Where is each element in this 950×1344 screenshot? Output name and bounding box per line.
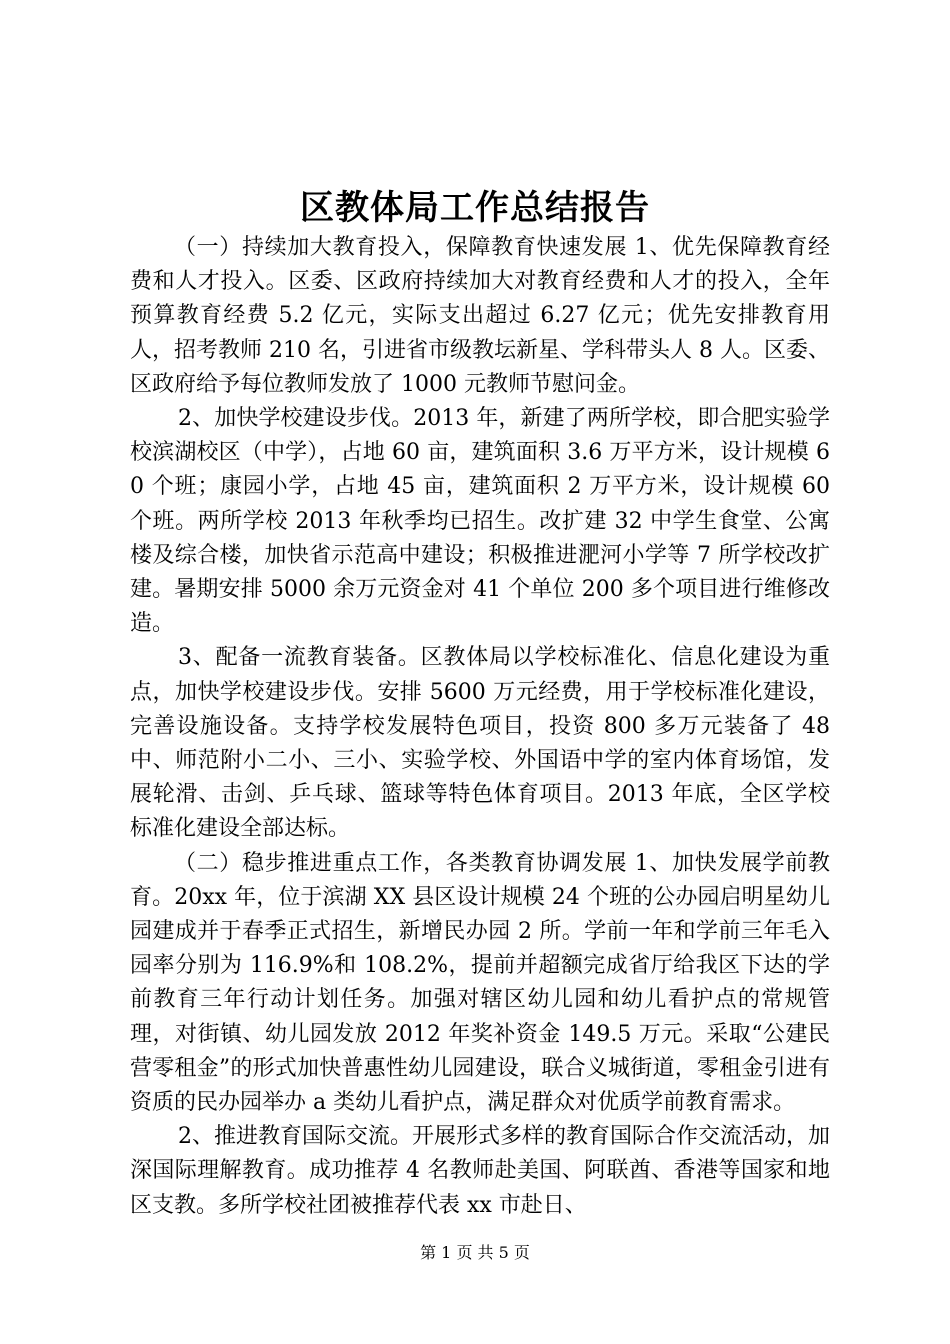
- paragraph-2: 2、加快学校建设步伐。2013 年，新建了两所学校，即合肥实验学校滨湖校区（中学），占地 60 亩，建筑面积 3.6 万平方米，设计规模 60 个班；康园小学，占地 45 亩，建筑面积 2 万平方米，设计规模 60 个班。两所学校 2013 年秋季均已招生。改扩建 32 中学生食堂、公寓楼及综合楼，加快省示范高中建设；积极推进淝河小学等 7 所学校改扩建。暑期安排 5000 余万元资金对 41 个单位 200 多个项目进行维修改造。: [130, 406, 830, 637]
- page-number-footer: 第 1 页 共 5 页: [420, 1243, 530, 1262]
- paragraph-3: 3、配备一流教育装备。区教体局以学校标准化、信息化建设为重点，加快学校建设步伐。安排 5600 万元经费，用于学校标准化建设，完善设施设备。支持学校发展特色项目，投资 800 多万元装备了 48 中、师范附小二小、三小、实验学校、外国语中学的室内体育场馆，发展轮滑、击剑、乒乓球、篮球等特色体育项目。2013 年底，全区学校标准化建设全部达标。: [130, 645, 830, 842]
- document-body: [130, 231, 830, 1223]
- paragraph-1: （一）持续加大教育投入，保障教育快速发展 1、优先保障教育经费和人才投入。区委、区政府持续加大对教育经费和人才的投入，全年预算教育经费 5.2 亿元，实际支出超过 6.27 亿元；优先安排教育用人，招考教师 210 名，引进省市级教坛新星、学科带头人 8 人。区委、区政府给予每位教师发放了 1000 元教师节慰问金。: [130, 235, 830, 397]
- document-title: 区教体局工作总结报告: [300, 188, 650, 228]
- paragraph-4: （二）稳步推进重点工作，各类教育协调发展 1、加快发展学前教育。20xx 年，位于滨湖 XX 县区设计规模 24 个班的公办园启明星幼儿园建成并于春季正式招生，新增民办园 2 所。学前一年和学前三年毛入园率分别为 116.9%和 108.2%，提前并超额完成省厅给我区下达的学前教育三年行动计划任务。加强对辖区幼儿园和幼儿看护点的常规管理，对街镇、幼儿园发放 2012 年奖补资金 149.5 万元。采取“公建民营零租金”的形式加快普惠性幼儿园建设，联合义城街道，零租金引进有资质的民办园举办 a 类幼儿看护点，满足群众对优质学前教育需求。: [130, 850, 830, 1116]
- paragraph-5: 2、推进教育国际交流。开展形式多样的教育国际合作交流活动，加深国际理解教育。成功推荐 4 名教师赴美国、阿联酋、香港等国家和地区支教。多所学校社团被推荐代表 xx 市赴日、: [130, 1124, 830, 1218]
